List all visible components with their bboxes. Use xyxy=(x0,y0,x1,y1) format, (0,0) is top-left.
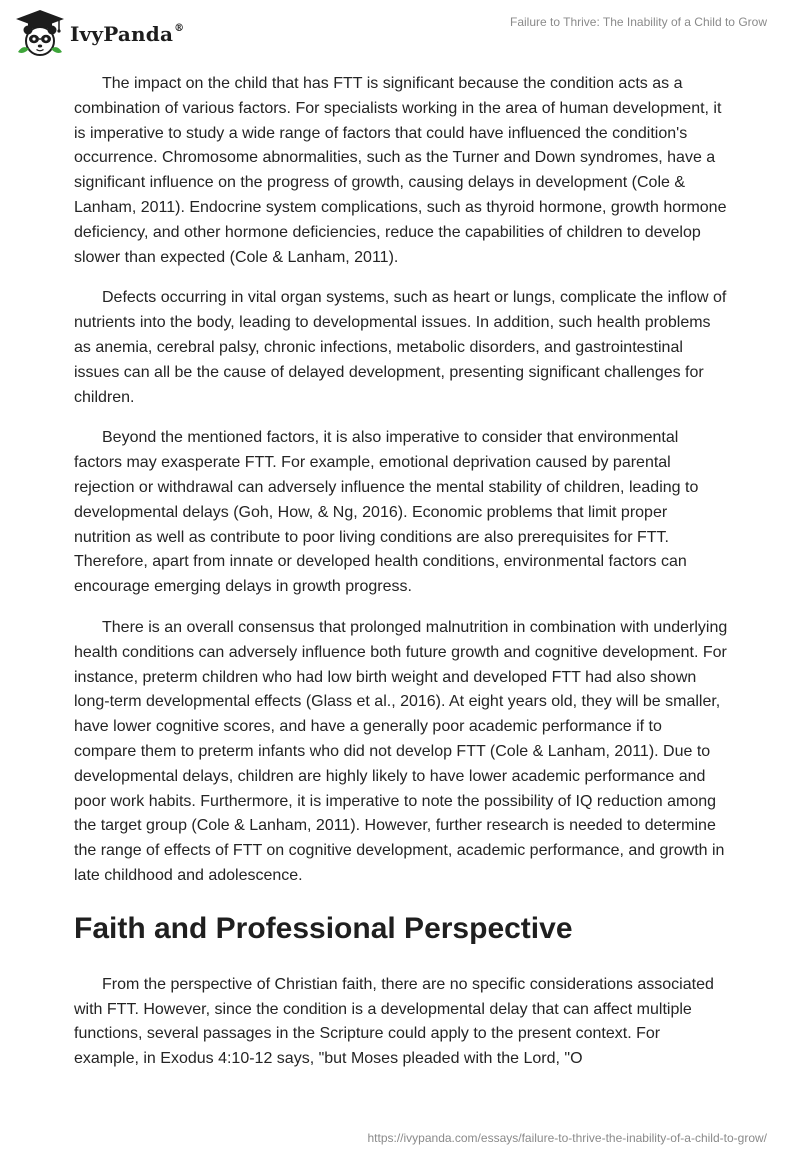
paragraph-organ-defects: Defects occurring in vital organ systems, such as heart or lungs, complicate the inflow of nutrients into the body, leading to developmental issues. In addition, such health problems as anemia, cerebral palsy, chronic infections, metabolic disorders, and gastrointestinal issues can all be the cause of delayed development, presenting significant challenges for children. xyxy=(74,289,727,406)
paragraph-faith: From the perspective of Christian faith, there are no specific considerations associated with FTT. However, since the condition is a developmental delay that can affect multiple functions, several passages in the Scripture could apply to the present context. For example, in Exodus 4:10-12 says, "but Moses pleaded with the Lord, "O xyxy=(74,975,714,1068)
source-url[interactable]: https://ivypanda.com/essays/failure-to-thrive-the-inability-of-a-child-to-grow/ xyxy=(367,1131,767,1145)
panda-graduate-icon xyxy=(14,8,66,58)
essay-body xyxy=(74,72,728,1088)
section-heading: Faith and Professional Perspective xyxy=(74,911,573,945)
logo-wordmark: IvyPanda® xyxy=(70,22,185,46)
page-header xyxy=(0,0,800,70)
paragraph-consensus: There is an overall consensus that prolonged malnutrition in combination with underlying health conditions can adversely influence both future growth and cognitive development. For instance, preterm children who had low birth weight and developed FTT had also shown long-term developmental effects (Glass et al., 2016). At eight years old, they will be smaller, have lower cognitive scores, and have a generally poor academic performance if to compare them to preterm infants who did not develop FTT (Cole & Lanham, 2011). Due to developmental delays, children are highly likely to have lower academic performance and poor work habits. Furthermore, it is imperative to note the possibility of IQ reduction among the target group (Cole & Lanham, 2011). However, further research is needed to determine the range of effects of FTT on cognitive development, academic performance, and growth in late childhood and adolescence. xyxy=(74,618,728,884)
ivypanda-logo[interactable] xyxy=(14,8,184,58)
paragraph-impact: The impact on the child that has FTT is significant because the condition acts as a combination of various factors. For specialists working in the area of human development, it is imperative to study a wide range of factors that could have influenced the condition's occurrence. Chromosome abnormalities, such as the Turner and Down syndromes, have a significant influence on the progress of growth, causing delays in development (Cole & Lanham, 2011). Endocrine system complications, such as thyroid hormone, growth hormone deficiency, and other hormone deficiencies, reduce the capabilities of children to develop slower than expected (Cole & Lanham, 2011). xyxy=(74,75,727,266)
document-title: Failure to Thrive: The Inability of a Child to Grow xyxy=(509,15,767,29)
paragraph-environmental-factors: Beyond the mentioned factors, it is also imperative to consider that environmental factors may exasperate FTT. For example, emotional deprivation caused by parental rejection or withdrawal can adversely influence the mental stability of children, leading to developmental delays (Goh, How, & Ng, 2016). Economic problems that limit proper nutrition as well as contribute to poor living conditions are also prerequisites for FTT. Therefore, apart from innate or developed health conditions, environmental factors can encourage emerging delays in growth progress. xyxy=(74,429,699,596)
registered-mark: ® xyxy=(174,23,185,35)
